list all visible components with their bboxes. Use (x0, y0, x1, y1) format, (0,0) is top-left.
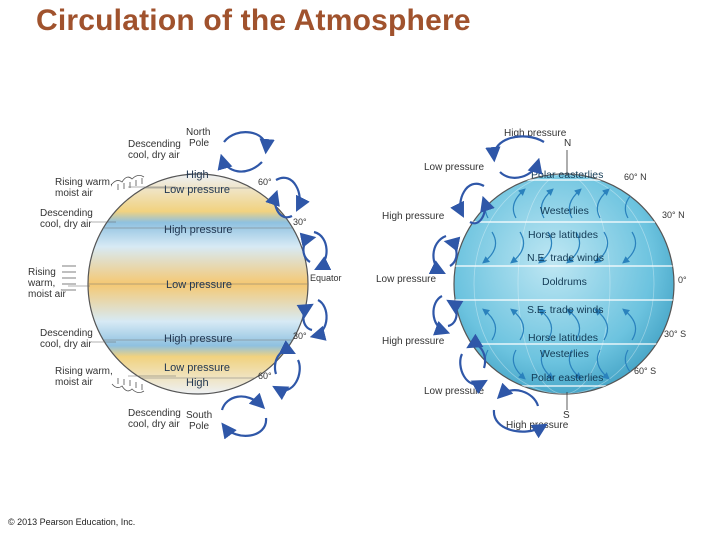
cell-hadley-n-inner (303, 238, 312, 262)
cell-polar-n-inner (222, 158, 262, 172)
left-rising-eq: Rising warm, moist air (28, 267, 66, 300)
cell-ferrel-n-outer (276, 178, 300, 208)
rcell-ferrel-s-outer (460, 354, 484, 384)
north-pole-line2: Pole (189, 138, 210, 149)
cell-polar-n-outer (224, 132, 266, 150)
wind-westerlies-s: Westerlies (540, 348, 589, 360)
right-lat-n60: 60° N (624, 172, 647, 182)
right-side-high-n30: High pressure (382, 211, 445, 222)
right-lat-s30: 30° S (664, 329, 687, 339)
left-lat-s30: 30° (293, 331, 307, 341)
band-high-n: High (186, 169, 209, 181)
left-lat-eq: Equator (310, 273, 342, 283)
north-pole-line1: North (186, 127, 211, 138)
south-pole-line1: South (186, 410, 213, 421)
left-lat-n60: 60° (258, 177, 272, 187)
wind-polar-s: Polar easterlies (531, 372, 604, 384)
south-pole-label (186, 410, 215, 432)
copyright-notice: © 2013 Pearson Education, Inc. (8, 517, 136, 527)
right-bottom-high: High pressure (506, 420, 569, 431)
cell-hadley-s-outer (314, 300, 327, 336)
band-low-n: Low pressure (164, 184, 231, 196)
right-side-low-n: Low pressure (424, 162, 485, 173)
rcell-hadley-s-inner (448, 302, 457, 326)
right-lat-eq: 0° (678, 275, 687, 285)
wind-polar-n: Polar easterlies (531, 169, 604, 181)
cell-hadley-n-outer (314, 232, 327, 268)
left-descending-s30: Descending cool, dry air (40, 328, 93, 350)
south-pole-line2: Pole (189, 421, 210, 432)
cell-ferrel-s-outer (276, 360, 300, 390)
left-rising-s: Rising warm, moist air (55, 366, 113, 388)
wind-horse-n: Horse latitudes (528, 229, 599, 241)
left-globe (27, 127, 342, 436)
cell-hadley-s-inner (303, 306, 312, 330)
left-lat-s60: 60° (258, 371, 272, 381)
rcell-ferrel-n-outer (460, 184, 484, 214)
right-side-low-s: Low pressure (424, 386, 485, 397)
rcell-hadley-n-inner (448, 242, 457, 266)
band-high-s30: High pressure (164, 333, 233, 345)
rcell-polar-s-inner (500, 390, 538, 406)
cell-polar-s-outer (224, 418, 266, 436)
band-high-n30: High pressure (164, 224, 233, 236)
right-lat-s60: 60° S (634, 366, 657, 376)
wind-ne-trade: N.E. trade winds (527, 252, 605, 264)
left-descending-n30: Descending cool, dry air (40, 208, 93, 230)
rcell-hadley-n-outer (433, 236, 446, 272)
right-n-label: N (564, 138, 572, 149)
wind-se-trade: S.E. trade winds (527, 304, 604, 316)
wind-westerlies-n: Westerlies (540, 205, 589, 217)
band-high-s: High (186, 377, 209, 389)
wind-doldrums: Doldrums (542, 276, 587, 288)
north-pole-label (186, 127, 213, 149)
slide-title: Circulation of the Atmosphere (36, 4, 471, 37)
right-top-high: High pressure (504, 128, 567, 139)
band-low-s: Low pressure (164, 362, 231, 374)
band-low-eq: Low pressure (166, 279, 233, 291)
right-side-high-s30: High pressure (382, 336, 445, 347)
rcell-polar-n-outer (494, 136, 544, 158)
right-globe (376, 128, 687, 432)
left-lat-n30: 30° (293, 217, 307, 227)
left-descending-bottom: Descending cool, dry air (128, 408, 181, 430)
left-descending-top: Descending cool, dry air (128, 139, 181, 161)
rcell-hadley-s-outer (433, 296, 446, 332)
right-side-low-eq: Low pressure (376, 274, 437, 285)
right-s-label: S (563, 410, 570, 421)
right-lat-n30: 30° N (662, 210, 685, 220)
left-rising-n: Rising warm, moist air (55, 177, 113, 199)
wind-horse-s: Horse latitudes (528, 332, 599, 344)
cell-polar-s-inner (222, 396, 262, 410)
